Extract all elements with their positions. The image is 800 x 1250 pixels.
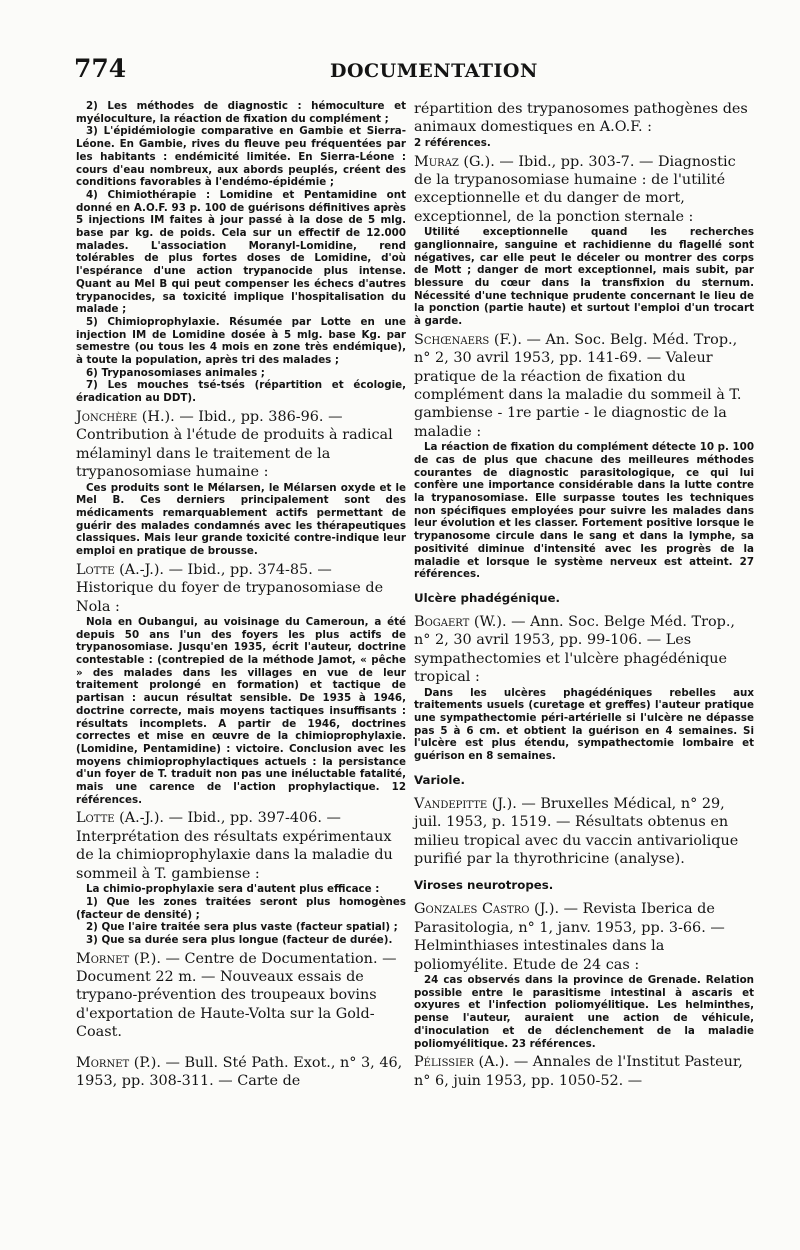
- abstract-paragraph: Nola en Oubangui, au voisinage du Cameroun, a été depuis 50 ans l'un des foyers les plus actifs de trypanosomiase. Jusqu'en 1935, écrit l'auteur, doctrine contestable : (contrepied de la méthode Jamot, « pêche » des malades dans les villages en vue de leur traitement prolongé en formation) et tactique de partisan : aucun résultat sensible. De 1935 à 1946, doctrine correcte, mais moyens tactiques insuffisants : résultats incomplets. A partir de 1946, doctrines correctes et mise en œuvre de la chimioprophylaxie. (Lomidine, Pentamidine) : victoire. Conclusion avec les moyens chimioprophylactiques actuels : la persistance d'un foyer de T. traduit non pas une inéluctable fatalité, mais une carence de l'action prophylactique. 12 références.: [76, 615, 406, 806]
- abstract-paragraph: 2 références.: [414, 136, 491, 149]
- abstract-paragraph: 1) Que les zones traitées seront plus homogènes (facteur de densité) ;: [76, 895, 406, 921]
- reference-entry: [414, 900, 754, 974]
- reference-abstract: [414, 441, 754, 581]
- running-header: DOCUMENTATION: [330, 60, 538, 82]
- reference-abstract: [76, 883, 406, 947]
- abstract-paragraph: Utilité exceptionnelle quand les recherches ganglionnaire, sanguine et rachidienne du flagellé sont négatives, car elle peut le déceler ou montrer des corps de Mott ; danger de mort exceptionnel, mais subit, par blessure du cœur dans la transfixion du sternum. Nécessité d'une technique prudente concernant le lieu de la ponction (partie haute) et surtout l'emploi d'un trocart à garde.: [414, 226, 754, 328]
- abstract-paragraph: 3) Que sa durée sera plus longue (facteur de durée).: [86, 933, 393, 946]
- reference-author: Mornet (P.).: [76, 950, 161, 967]
- reference-citation: — Ann. Soc. Belge Méd. Trop., n° 2, 30 avril 1953, pp. 99-106. — Les sympathectomies et l'ulcère phagédénique tropical :: [414, 613, 736, 686]
- abstract-paragraph: 5) Chimioprophylaxie. Résumée par Lotte en une injection IM de Lomidine dosée à 5 mlg. base Kg. par semestre (ou tous les 4 mois en zone très endémique), à toute la population, après tri des malades ;: [76, 315, 406, 367]
- reference-abstract: [414, 687, 754, 763]
- reference-citation: — Ibid., pp. 397-406. — Interprétation des résultats expérimentaux de la chimioprophylaxie dans la maladie du sommeil à T. gambiense :: [76, 810, 393, 882]
- section-heading: Variole.: [414, 772, 465, 787]
- reference-abstract: [414, 974, 754, 1050]
- reference-entry: [76, 950, 406, 1042]
- reference-entry: [414, 795, 754, 869]
- reference-citation: — Ibid., pp. 303-7. — Diagnostic de la trypanosomiase humaine : de l'utilité exceptionnelle et du danger de mort, exceptionnel, de la ponction sternale :: [414, 153, 736, 225]
- reference-abstract: [76, 616, 406, 807]
- reference-abstract: [76, 482, 406, 558]
- reference-entry: [76, 1054, 406, 1091]
- abstract-paragraph: 4) Chimiothérapie : Lomidine et Pentamidine ont donné en A.O.F. 93 p. 100 de guérisons définitives après 5 injections IM faites à jour passé à la dose de 5 mlg. base par kg. de poids. Cela sur un effectif de 12.000 malades. L'association Moranyl-Lomidine, rend tolérables de plus fortes doses de Lomidine, d'où l'espérance d'une action trypanocide plus intense. Quant au Mel B qui peut compenser les échecs d'autres trypanocides, sa toxicité implique l'hospitalisation du malade ;: [76, 188, 406, 316]
- reference-author: Jonchère (H.).: [76, 408, 175, 425]
- abstract-paragraph: Ces produits sont le Mélarsen, le Mélarsen oxyde et le Mel B. Ces derniers principalement sont des médicaments remarquablement actifs permettant de guérir des malades condamnés avec les thérapeutiques classiques. Mais leur grande toxicité contre-indique leur emploi en pratique de brousse.: [76, 481, 406, 558]
- reference-entry: [414, 153, 754, 227]
- left-column: [76, 100, 406, 1090]
- reference-entry: [76, 809, 406, 883]
- abstract-paragraph: 2) Les méthodes de diagnostic : hémoculture et myéloculture, la réaction de fixation du complément ;: [76, 100, 406, 125]
- abstract-paragraph: 3) L'épidémiologie comparative en Gambie et Sierra-Léone. En Gambie, rives du fleuve peu fréquentées par les habitants : endémicité limitée. En Sierra-Léone : cours d'eau nombreux, aux abords peuplés, créent des conditions favorables à l'endémo-épidémie ;: [76, 125, 406, 189]
- reference-citation: — Centre de Documentation. — Document 22 m. — Nouveaux essais de trypano-prévention des troupeaux bovins d'exportation de Haute-Volta sur la Gold-Coast.: [76, 950, 397, 1041]
- abstract-paragraph: 6) Trypanosomiases animales ;: [86, 366, 265, 379]
- reference-entry: [76, 561, 406, 616]
- abstract-paragraph: 2) Que l'aire traitée sera plus vaste (facteur spatial) ;: [86, 921, 398, 934]
- reference-author: Mornet (P.).: [76, 1054, 161, 1071]
- reference-abstract: [414, 226, 754, 328]
- abstract-paragraph: La chimio-prophylaxie sera d'autent plus efficace :: [86, 883, 380, 896]
- section-heading: Viroses neurotropes.: [414, 878, 554, 893]
- reference-author: Schœnaers (F.).: [414, 331, 522, 348]
- reference-citation: — Ibid., pp. 386-96. — Contribution à l'étude de produits à radical mélaminyl dans le traitement de la trypanosomiase humaine :: [76, 408, 393, 481]
- reference-entry: [414, 331, 754, 441]
- reference-citation: — Revista Iberica de Parasitologia, n° 1, janv. 1953, pp. 3-66. — Helminthiases intestinales dans la poliomyélite. Etude de 24 cas :: [414, 901, 725, 973]
- reference-author: Bogaert (W.).: [414, 613, 507, 630]
- abstract-paragraph: 24 cas observés dans la province de Grenade. Relation possible entre le parasitisme intestinal à ascaris et oxyures et l'infection poliomyélitique. Les helminthes, pense l'auteur, auraient une action de véhicule, d'inoculation et de déclenchement de la maladie poliomyélitique. 23 références.: [414, 974, 754, 1050]
- continued-abstract: [76, 100, 406, 405]
- reference-author: Vandepitte (J.).: [414, 795, 517, 812]
- reference-citation: — An. Soc. Belg. Méd. Trop., n° 2, 30 avril 1953, pp. 141-69. — Valeur pratique de la réaction de fixation du complément dans la maladie du sommeil à T. gambiense - 1re partie - le diagnostic de la maladie :: [414, 331, 742, 440]
- reference-citation: — Ibid., pp. 374-85. — Historique du foyer de trypanosomiase de Nola :: [76, 561, 384, 615]
- reference-author: Gonzales Castro (J.).: [414, 901, 560, 918]
- reference-continuation: répartition des trypanosomes pathogènes des animaux domestiques en A.O.F. :: [414, 101, 748, 136]
- reference-author: Muraz (G.).: [414, 153, 495, 170]
- abstract-paragraph: La réaction de fixation du complément détecte 10 p. 100 de cas de plus que chacune des meilleures méthodes courantes de diagnostic parasitologique, ce qui lui confère une importance considérable dans la lutte contre la trypanosomiase. Elle surpasse toutes les techniques non spécifiques employées pour suivre les malades dans leur évolution et les classer. Fortement positive lorsque le trypanosome circule dans le sang et dans la lymphe, sa positivité diminue d'intensité avec les progrès de la maladie et lorsque le système nerveux est atteint. 27 références.: [414, 441, 755, 581]
- reference-entry: [414, 1053, 754, 1090]
- reference-count: [414, 137, 754, 150]
- reference-author: Lotte (A.-J.).: [76, 810, 165, 827]
- reference-entry: [414, 613, 754, 687]
- reference-author: Pélissier (A.).: [414, 1054, 510, 1071]
- reference-citation: — Annales de l'Institut Pasteur, n° 6, juin 1953, pp. 1050-52. —: [414, 1054, 743, 1089]
- reference-citation: — Bruxelles Médical, n° 29, juil. 1953, p. 1519. — Résultats obtenus en milieu tropical avec du vaccin antivariolique purifié par la thyrothricine (analyse).: [414, 795, 739, 867]
- reference-citation: — Bull. Sté Path. Exot., n° 3, 46, 1953, pp. 308-311. — Carte de: [76, 1054, 403, 1090]
- reference-author: Lotte (A.-J.).: [76, 561, 165, 578]
- reference-entry: [76, 408, 406, 482]
- abstract-paragraph: 7) Les mouches tsé-tsés (répartition et écologie, éradication au DDT).: [76, 379, 406, 405]
- abstract-paragraph: Dans les ulcères phagédéniques rebelles aux traitements usuels (curetage et greffes) l'auteur pratique une sympathectomie péri-artérielle si l'ulcère ne dépasse pas 5 à 6 cm. et obtient la guérison en 4 semaines. Si l'ulcère est plus étendu, sympathectomie lombaire et guérison en 8 semaines.: [414, 686, 754, 763]
- right-column: [414, 100, 754, 1090]
- section-heading: Ulcère phadégénique.: [414, 590, 561, 605]
- page-number: 774: [74, 54, 127, 83]
